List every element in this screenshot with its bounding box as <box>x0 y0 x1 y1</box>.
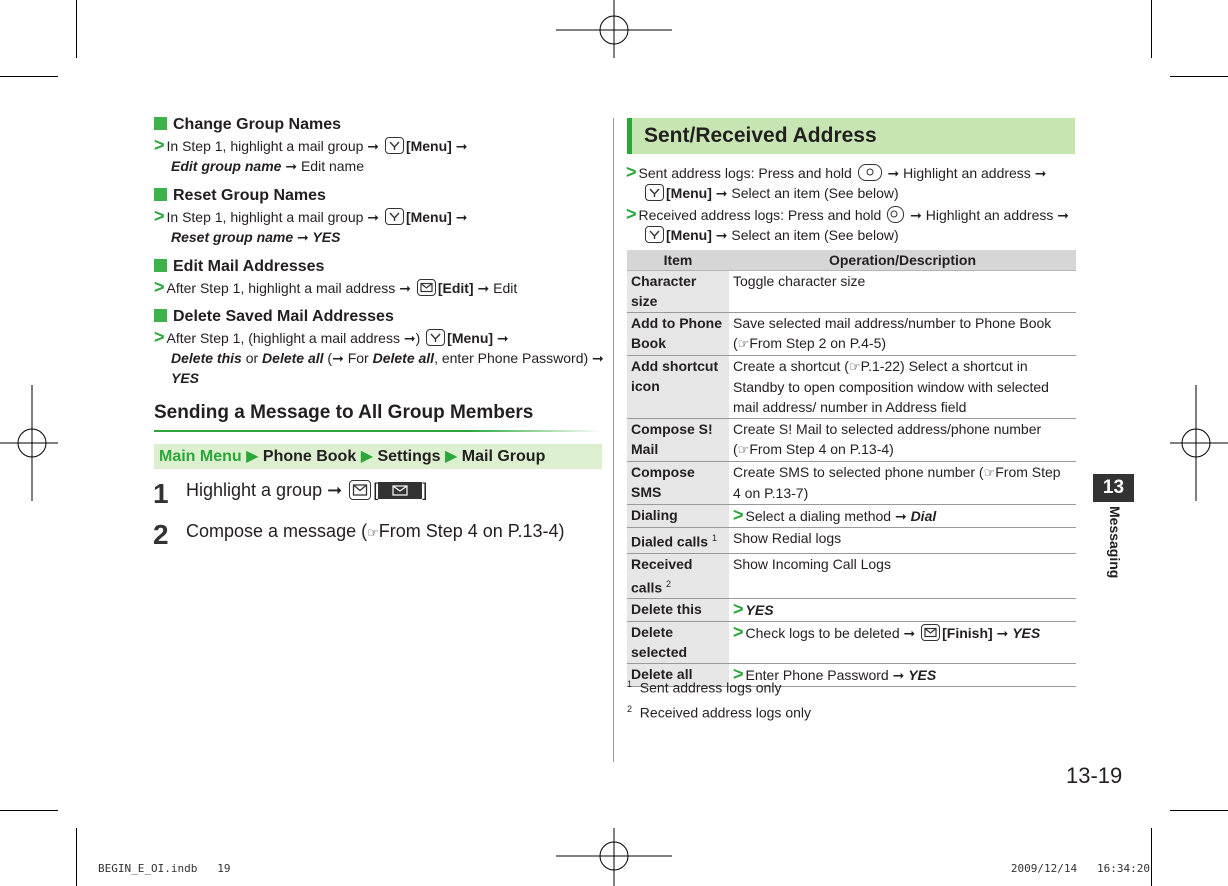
footnotes <box>627 674 811 723</box>
section-heading: Change Group Names <box>154 116 604 134</box>
table-row: Delete all > Enter Phone Password ➞ YES <box>627 664 1076 687</box>
title-band-accent <box>627 118 632 154</box>
arrow-bullet-icon: > <box>154 277 165 297</box>
chapter-label: Messaging <box>1107 506 1123 579</box>
reference-hand-icon: ☞ <box>737 442 750 457</box>
footnote: $^1$ Sent address logs only <box>627 679 782 696</box>
options-table <box>627 250 1076 687</box>
right-title-band <box>627 118 1075 154</box>
table-row: Delete this > YES <box>627 599 1076 622</box>
table-row: Received calls $^2$ Show Incoming Call Logs <box>627 553 1076 599</box>
arrow-bullet-icon: > <box>733 599 744 620</box>
column-divider <box>613 118 614 762</box>
slug-file: BEGIN_E_OI.indb <box>98 862 198 875</box>
breadcrumb-arrow-icon: ▶ <box>445 448 458 465</box>
mail-key-icon <box>349 480 371 500</box>
mail-key-icon <box>921 624 940 641</box>
breadcrumb-arrow-icon: ▶ <box>360 448 373 465</box>
breadcrumb-phone-book: Phone Book <box>262 448 357 465</box>
arrow-bullet-icon: > <box>733 505 744 525</box>
section-reset-group-names: Reset Group Names > In Step 1, highlight a mail group ➞ [Menu] ➞ Reset group name ➞ YES <box>154 187 468 245</box>
menu-key-icon <box>426 329 445 346</box>
breadcrumb-main-menu: Main Menu <box>159 448 242 465</box>
table-row: Dialing > Select a dialing method ➞ Dial <box>627 505 1076 528</box>
menu-key-icon <box>645 184 664 201</box>
bullet-sent-logs: > Sent address logs: Press and hold ➞ Highlight an address ➞ [Menu] ➞ Select an item (See below) <box>626 162 1047 201</box>
table-row: Add to Phone Book Save selected mail address/number to Phone Book (☞From Step 2 on P.4-5) <box>627 313 1076 356</box>
arrow-bullet-icon: > <box>154 135 165 155</box>
reference-hand-icon: ☞ <box>983 465 996 480</box>
table-row: Compose S! Mail Create S! Mail to selected address/phone number (☞From Step 4 on P.13-4) <box>627 419 1076 462</box>
arrow-bullet-icon: > <box>626 204 637 224</box>
square-bullet-icon <box>154 259 167 272</box>
chapter-tab <box>1093 474 1134 612</box>
breadcrumb-settings: Settings <box>377 448 441 465</box>
bullet-received-logs: > Received address logs: Press and hold ➞ Highlight an address ➞ [Menu] ➞ Select an item (See below) <box>626 204 1069 243</box>
footnote: $^2$ Received address logs only <box>627 703 812 721</box>
compose-mail-softkey-icon <box>378 482 422 499</box>
right-title: Sent/Received Address <box>644 124 877 147</box>
arrow-bullet-icon: > <box>733 622 744 643</box>
center-key-icon <box>858 164 882 181</box>
table-header-operation: Operation/Description <box>729 250 1076 271</box>
arrow-bullet-icon: > <box>154 206 165 226</box>
breadcrumb <box>154 444 602 469</box>
chapter-number: 13 <box>1093 474 1134 502</box>
mail-key-icon <box>417 279 436 296</box>
table-row: Character size Toggle character size <box>627 271 1076 313</box>
section-delete-saved-mail-addresses: Delete Saved Mail Addresses > After Step 1, (highlight a mail address ➞) [Menu] ➞ Delete this or Delete all (➞ For Delete all, enter Phone Password) ➞ YES <box>154 308 604 386</box>
section-title-sending <box>154 402 602 432</box>
slug-page: 19 <box>217 862 231 875</box>
table-row: Compose SMS Create SMS to selected phone number (☞From Step 4 on P.13-7) <box>627 462 1076 505</box>
breadcrumb-mail-group: Mail Group <box>461 448 546 465</box>
menu-key-icon <box>385 137 404 154</box>
square-bullet-icon <box>154 188 167 201</box>
breadcrumb-arrow-icon: ▶ <box>246 448 259 465</box>
table-row: Delete selected > Check logs to be deleted ➞ [Finish] ➞ YES <box>627 622 1076 664</box>
reference-hand-icon: ☞ <box>848 359 861 374</box>
left-key-icon <box>887 206 904 223</box>
table-row: Dialed calls $^1$ Show Redial logs <box>627 528 1076 554</box>
square-bullet-icon <box>154 309 167 322</box>
table-row: Add shortcut icon Create a shortcut (☞P.1-22) Select a shortcut in Standby to open composition window with selected mail address/ number in Address field <box>627 356 1076 419</box>
slug-date: 2009/12/14 <box>1010 862 1078 875</box>
section-edit-mail-addresses: Edit Mail Addresses > After Step 1, highlight a mail address ➞ [Edit] ➞ Edit <box>154 258 518 297</box>
square-bullet-icon <box>154 117 167 130</box>
title-underline <box>154 430 602 432</box>
menu-key-icon <box>645 226 664 243</box>
section-change-group-names: Change Group Names > In Step 1, highlight a mail group ➞ [Menu] ➞ Edit group name ➞ Edit name <box>154 116 604 176</box>
arrow-bullet-icon: > <box>733 664 744 685</box>
arrow-bullet-icon: > <box>154 327 165 347</box>
table-header-item: Item <box>627 250 729 271</box>
menu-key-icon <box>385 208 404 225</box>
reference-hand-icon: ☞ <box>367 525 379 540</box>
page-number: 13-19 <box>1066 763 1123 788</box>
slug-time: 16:34:20 <box>1097 862 1150 875</box>
reference-hand-icon: ☞ <box>737 336 750 351</box>
print-slug <box>98 862 1150 875</box>
arrow-bullet-icon: > <box>626 162 637 182</box>
section-title: Sending a Message to All Group Members <box>154 402 534 423</box>
